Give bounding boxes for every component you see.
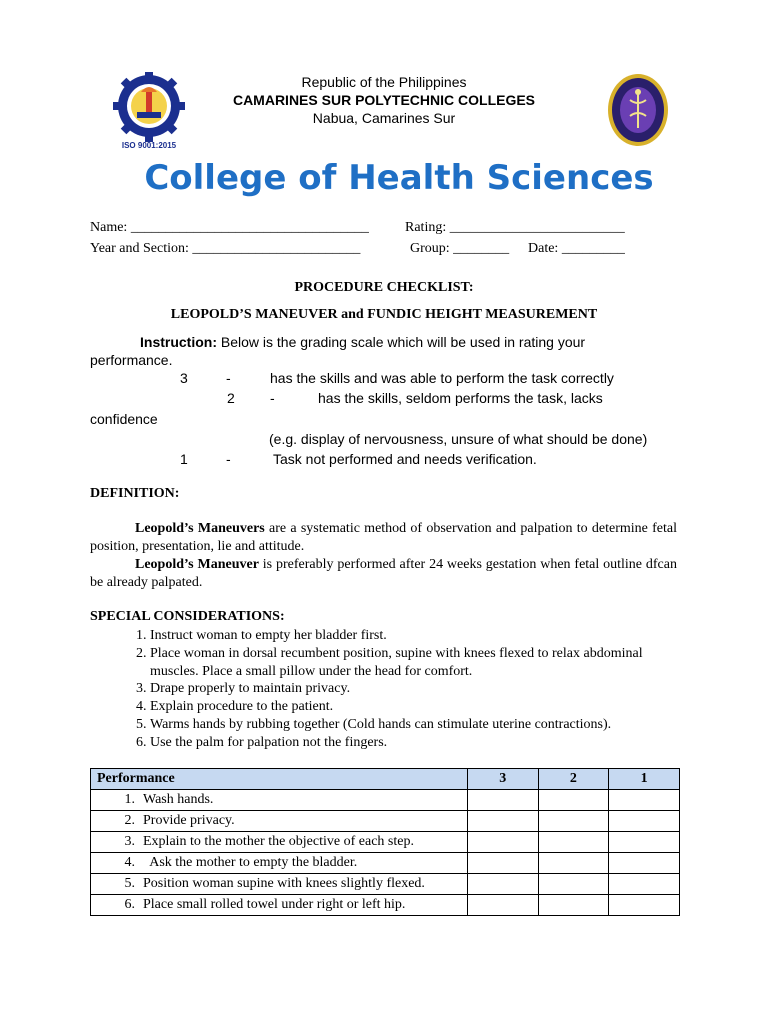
step-number: 5. <box>124 876 135 891</box>
definition-text-2: is preferably performed after 24 weeks gestation when fetal outline dfcan be already palpated. <box>90 557 677 590</box>
step-text: Position woman supine with knees slightly flexed. <box>143 876 425 891</box>
list-item: 6. Use the palm for palpation not the fingers. <box>150 734 680 752</box>
score-cell-3[interactable] <box>467 874 538 895</box>
scale-3-text: has the skills and was able to perform the task correctly <box>270 370 614 386</box>
scale-2-text: has the skills, seldom performs the task, lacks <box>318 390 603 406</box>
table-row <box>91 790 680 811</box>
step-cell <box>91 790 468 811</box>
step-cell <box>91 874 468 895</box>
scale-3-number: 3 <box>180 370 188 386</box>
scale-1-text: Task not performed and needs verification. <box>273 451 537 467</box>
considerations-heading: SPECIAL CONSIDERATIONS: <box>90 609 285 624</box>
table-row <box>91 832 680 853</box>
scale-1-dash: - <box>226 451 231 467</box>
definition-text-1: are a systematic method of observation and palpation to determine fetal position, presentation, lie and attitude. <box>90 521 678 554</box>
score-cell-3[interactable] <box>467 853 538 874</box>
step-cell <box>91 811 468 832</box>
score-cell-3[interactable] <box>467 811 538 832</box>
list-item: 5. Warms hands by rubbing together (Cold hands can stimulate uterine contractions). <box>150 716 680 734</box>
step-text: Wash hands. <box>143 792 214 807</box>
step-text: Ask the mother to empty the bladder. <box>143 855 358 870</box>
rating-field: Rating: _________________________ <box>405 220 625 235</box>
scale-2-wrap: confidence <box>90 411 158 427</box>
step-text: Place small rolled towel under right or left hip. <box>143 897 406 912</box>
scale-2-example: (e.g. display of nervousness, unsure of what should be done) <box>269 431 648 447</box>
step-number: 4. <box>124 855 135 870</box>
step-cell <box>91 853 468 874</box>
list-item: 4. Explain procedure to the patient. <box>150 698 680 716</box>
step-number: 3. <box>124 834 135 849</box>
score-cell-1[interactable] <box>609 790 680 811</box>
considerations-list <box>90 627 680 752</box>
step-cell <box>91 895 468 916</box>
header-score-3: 3 <box>467 769 538 790</box>
date-field: Date: _________ <box>528 241 625 256</box>
republic-line: Republic of the Philippines <box>301 74 467 90</box>
header-score-2: 2 <box>538 769 609 790</box>
list-item: 1. Instruct woman to empty her bladder first. <box>150 627 680 645</box>
instruction-line <box>140 334 585 350</box>
header-score-1: 1 <box>609 769 680 790</box>
institution-name: CAMARINES SUR POLYTECHNIC COLLEGES <box>232 92 536 108</box>
definition-term-1: Leopold’s Maneuvers <box>135 521 265 536</box>
instruction-text-wrap: performance. <box>90 352 173 368</box>
table-row <box>91 811 680 832</box>
list-item: 2. Place woman in dorsal recumbent position, supine with knees flexed to relax abdominal muscles. Place a small pillow under the head for comfort. <box>150 645 680 681</box>
step-number: 2. <box>124 813 135 828</box>
score-cell-2[interactable] <box>538 832 609 853</box>
score-cell-1[interactable] <box>609 853 680 874</box>
score-cell-1[interactable] <box>609 895 680 916</box>
definition-heading: DEFINITION: <box>90 486 180 501</box>
table-row <box>91 895 680 916</box>
score-cell-1[interactable] <box>609 874 680 895</box>
checklist-title: PROCEDURE CHECKLIST: <box>294 280 474 295</box>
instruction-text: Below is the grading scale which will be used in rating your <box>217 334 586 350</box>
list-item: 3. Drape properly to maintain privacy. <box>150 680 680 698</box>
performance-table <box>90 768 680 916</box>
table-row <box>91 853 680 874</box>
procedure-title: LEOPOLD’S MANEUVER and FUNDIC HEIGHT MEASUREMENT <box>170 307 598 322</box>
instruction-label: Instruction: <box>140 334 217 350</box>
score-cell-2[interactable] <box>538 853 609 874</box>
score-cell-1[interactable] <box>609 811 680 832</box>
step-cell <box>91 832 468 853</box>
scale-2-number: 2 <box>227 390 235 406</box>
header-performance: Performance <box>91 769 468 790</box>
scale-1-number: 1 <box>180 451 188 467</box>
name-field: Name: __________________________________ <box>90 220 369 235</box>
scale-2-dash: - <box>270 390 275 406</box>
institution-address: Nabua, Camarines Sur <box>312 110 456 126</box>
iso-label: ISO 9001:2015 <box>121 141 177 150</box>
definition-paragraph-1 <box>90 520 677 556</box>
score-cell-2[interactable] <box>538 895 609 916</box>
score-cell-3[interactable] <box>467 895 538 916</box>
score-cell-3[interactable] <box>467 832 538 853</box>
score-cell-2[interactable] <box>538 874 609 895</box>
score-cell-3[interactable] <box>467 790 538 811</box>
group-field: Group: ________ <box>410 241 510 256</box>
step-number: 1. <box>124 792 135 807</box>
table-header-row <box>91 769 680 790</box>
table-row <box>91 874 680 895</box>
definition-term-2: Leopold’s Maneuver <box>135 557 259 572</box>
definition-paragraph-2 <box>90 556 677 592</box>
score-cell-2[interactable] <box>538 790 609 811</box>
step-text: Provide privacy. <box>143 813 235 828</box>
year-section-field: Year and Section: ________________________ <box>90 241 361 256</box>
scale-3-dash: - <box>226 370 231 386</box>
step-text: Explain to the mother the objective of each step. <box>143 834 414 849</box>
step-number: 6. <box>124 897 135 912</box>
score-cell-1[interactable] <box>609 832 680 853</box>
college-title: College of Health Sciences <box>144 158 654 198</box>
score-cell-2[interactable] <box>538 811 609 832</box>
